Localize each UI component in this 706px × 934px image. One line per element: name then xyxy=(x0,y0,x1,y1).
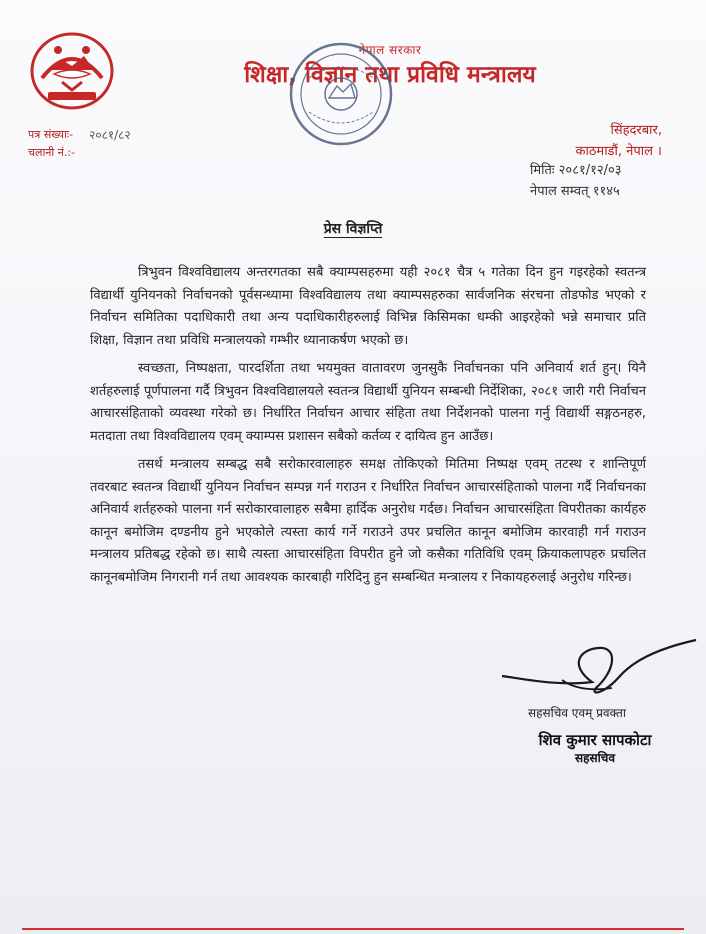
press-release-title: प्रेस विज्ञप्ति xyxy=(323,221,383,237)
address-line-2: काठमाडौं, नेपाल । xyxy=(575,144,662,159)
footer-divider xyxy=(22,928,684,930)
signatory-name: शिव कुमार सापकोटा xyxy=(538,731,652,749)
chalani-label: चलानी नं.:- xyxy=(28,146,76,159)
date-block xyxy=(530,160,622,202)
patra-sankhya-label: पत्र संख्याः- xyxy=(28,128,74,141)
address-line-1: सिंहदरबार, xyxy=(610,123,662,138)
nepal-emblem-icon xyxy=(28,30,116,112)
date-line-2: नेपाल सम्वत् ११४५ xyxy=(530,184,620,199)
paragraph-2: स्वच्छता, निष्पक्षता, पारदर्शिता तथा भयमुक्त वातावरण जुनसुकै निर्वाचनका पनि अनिवार्य शर्त हुन्। यिनै शर्तहरुलाई पूर्णपालना गर्दै त्रिभुवन विश्वविद्यालयले स्वतन्त्र विद्यार्थी युनियन सम्बन्धी निर्देशिका, २०८१ जारी गरी निर्वाचन आचारसंहिताको व्यवस्था गरेको छ। निर्धारित निर्वाचन आचार संहिता तथा निर्देशनको पालना गर्नु विद्यार्थी सङ्गठनहरु, मतदाता तथा विश्वविद्यालय एवम् क्याम्पस प्रशासन सबैको कर्तव्य र दायित्व हुन आउँछ। xyxy=(90,361,646,444)
government-label: नेपाल सरकार xyxy=(358,43,422,57)
paragraph-3: तसर्थ मन्त्रालय सम्बद्ध सबै सरोकारवालाहरु समक्ष तोकिएको मितिमा निष्पक्ष एवम् तटस्थ र शान्तिपूर्ण तवरबाट स्वतन्त्र विद्यार्थी युनियन निर्वाचन सम्पन्न गर्न गराउन र निर्धारित निर्वाचन आचारसंहिताको पालना गर्दै निर्वाचनका अनिवार्य शर्तहरुको पालना गर्न सरोकारवालाहरु सबैमा हार्दिक अनुरोध गर्दछ। निर्वाचन आचारसंहिता विपरीतका कार्यहरु कानून बमोजिम दण्डनीय हुने भएकोले त्यस्ता कार्य गर्ने गराउने उपर प्रचलित कानून बमोजिम कारवाही गर्न गराउन मन्त्रालय प्रतिबद्ध रहेको छ। साथै त्यस्ता आचारसंहिता विपरीत हुने जो कसैका गतिविधि एवम् क्रियाकलापहरु प्रचलित कानूनबमोजिम निगरानी गर्न तथा आवश्यक कारबाही गरिदिनु हुन सम्बन्धित मन्त्रालय र निकायहरुलाई अनुरोध गरिन्छ। xyxy=(90,457,646,585)
letter-body xyxy=(90,262,646,595)
date-line-1: मितिः २०८१/१२/०३ xyxy=(530,163,622,178)
patra-sankhya-value: २०८१/८२ xyxy=(89,128,131,142)
signature-caption: सहसचिव एवम् प्रवक्ता xyxy=(528,706,626,720)
paragraph-1: त्रिभुवन विश्वविद्यालय अन्तरगतका सबै क्याम्पसहरुमा यही २०८१ चैत्र ५ गतेका दिन हुन गइरहेको स्वतन्त्र विद्यार्थी युनियनको निर्वाचनको पूर्वसन्ध्यामा विश्वविद्यालय तथा क्याम्पसहरुका सार्वजनिक संरचना तोडफोड भएको र निर्वाचन समितिका पदाधिकारी तथा अन्य पदाधिकारीहरुलाई विभिन्न किसिमका धम्की आइरहेको भन्ने समाचार प्रति शिक्षा, विज्ञान तथा प्रविधि मन्त्रालयको गम्भीर ध्यानाकर्षण भएको छ। xyxy=(90,265,646,348)
handwritten-signature-icon xyxy=(500,636,700,706)
signatory-designation: सहसचिव xyxy=(575,751,615,765)
reference-block xyxy=(28,126,131,162)
ministry-name: शिक्षा, विज्ञान तथा प्रविधि मन्त्रालय xyxy=(244,62,536,88)
signatory-block xyxy=(510,730,680,766)
ministry-seal-stamp-icon xyxy=(285,38,397,150)
press-release-title-wrap xyxy=(0,218,706,238)
address-block xyxy=(576,120,662,162)
